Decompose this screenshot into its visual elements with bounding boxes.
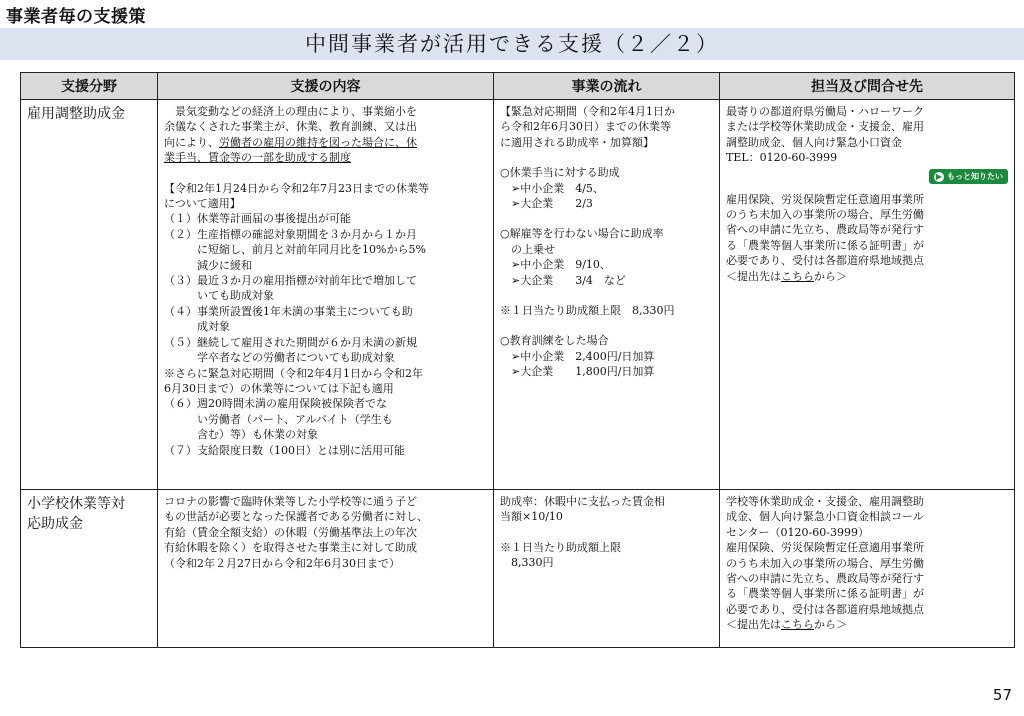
text-line: 雇用保険、労災保険暫定任意適用事業所 bbox=[726, 192, 924, 206]
text-line: （令和2年２月27日から令和2年6月30日まで） bbox=[164, 556, 400, 570]
row1-flow bbox=[494, 100, 720, 490]
phone-number: センター（0120-60-3999） bbox=[726, 525, 869, 539]
underlined-text: 業手当、賃金等の一部を助成する制度 bbox=[164, 151, 351, 165]
row2-content bbox=[158, 490, 494, 648]
text-fragment: 向により、 bbox=[164, 135, 219, 149]
list-item: いても助成対象 bbox=[164, 289, 274, 303]
list-item: 減少に緩和 bbox=[164, 258, 252, 272]
list-item: 学卒者などの労働者についても助成対象 bbox=[164, 351, 395, 365]
text-line: 調整助成金、個人向け緊急小口資金 bbox=[726, 135, 902, 149]
row2-field bbox=[21, 490, 158, 648]
text-fragment: から＞ bbox=[814, 269, 847, 283]
text-line: る「農業等個人事業所に係る証明書」が bbox=[726, 587, 924, 601]
list-item: （２）生産指標の確認対象期間を３か月から１か月 bbox=[164, 227, 417, 241]
text-line: ○教育訓練をした場合 bbox=[500, 334, 609, 348]
text-line: 当額×10/10 bbox=[500, 510, 563, 524]
phone-number: TEL：0120-60-3999 bbox=[726, 151, 838, 165]
list-item: （７）支給限度日数（100日）とは別に活用可能 bbox=[164, 443, 405, 457]
text-line: のうち未加入の事業所の場合、厚生労働 bbox=[726, 556, 924, 570]
text-line: ➢大企業 2/3 bbox=[500, 197, 593, 211]
row2-contact bbox=[720, 490, 1015, 648]
text-line: 必要であり、受付は各都道府県地域拠点 bbox=[726, 602, 924, 616]
spacer bbox=[500, 211, 713, 226]
list-item: い労働者（パート、アルバイト（学生も bbox=[164, 412, 393, 426]
text-line: 助成率：休暇中に支払った賃金相 bbox=[500, 495, 665, 508]
text-line: について適用】 bbox=[164, 197, 241, 211]
text-line: 8,330円 bbox=[500, 556, 554, 570]
header-flow: 事業の流れ bbox=[494, 73, 720, 100]
spacer bbox=[500, 150, 713, 165]
text-line: ➢中小企業 2,400円/日加算 bbox=[500, 349, 655, 363]
text-line: 有給休暇を除く）を取得させた事業主に対して助成 bbox=[164, 541, 417, 555]
text-line: 省への申請に先立ち、農政局等が発行す bbox=[726, 572, 924, 586]
list-item: （１）休業等計画届の事後提出が可能 bbox=[164, 212, 351, 226]
text-line: 【令和2年1月24日から令和2年7月23日までの休業等 bbox=[164, 181, 429, 195]
text-line: 最寄りの都道府県労働局・ハローワーク bbox=[726, 105, 924, 118]
list-item: （６）週20時間未満の雇用保険被保険者でな bbox=[164, 397, 387, 411]
text-line: ※さらに緊急対応期間（令和2年4月1日から令和2年 bbox=[164, 366, 423, 380]
text-line: 有給（賃金全額支給）の休暇（労働基準法上の年次 bbox=[164, 525, 417, 539]
text-line: ら令和2年6月30日）までの休業等 bbox=[500, 120, 671, 134]
spacer bbox=[500, 288, 713, 303]
list-item: （３）最近３か月の雇用指標が対前年比で増加して bbox=[164, 274, 417, 288]
header-field: 支援分野 bbox=[21, 73, 158, 100]
row1-content bbox=[158, 100, 494, 490]
text-line: 景気変動などの経済上の理由により、事業縮小を bbox=[164, 105, 417, 118]
text-line bbox=[726, 617, 1008, 632]
text-line: 成金、個人向け緊急小口資金相談コール bbox=[726, 510, 924, 524]
text-line: ➢中小企業 9/10、 bbox=[500, 258, 611, 272]
submission-link[interactable]: こちら bbox=[781, 269, 814, 283]
text-line: 小学校休業等対 bbox=[27, 496, 125, 512]
spacer bbox=[164, 166, 487, 181]
support-table bbox=[20, 72, 1015, 648]
list-item: 成対象 bbox=[164, 320, 230, 334]
table-row bbox=[21, 490, 1015, 648]
list-item: 含む）等）も休業の対象 bbox=[164, 428, 318, 442]
header-contact: 担当及び問合せ先 bbox=[720, 73, 1015, 100]
row1-contact bbox=[720, 100, 1015, 490]
underlined-text: 労働者の雇用の維持を図った場合に、休 bbox=[219, 135, 417, 149]
row2-flow bbox=[494, 490, 720, 648]
list-item: に短縮し、前月と対前年同月比を10%から5% bbox=[164, 243, 426, 257]
spacer bbox=[500, 525, 713, 540]
text-line: ○休業手当に対する助成 bbox=[500, 166, 620, 180]
text-line: る「農業等個人事業所に係る証明書」が bbox=[726, 238, 924, 252]
list-item: （４）事業所設置後1年未満の事業主についても助 bbox=[164, 304, 413, 318]
text-line bbox=[726, 269, 1008, 284]
text-line: 必要であり、受付は各都道府県地域拠点 bbox=[726, 254, 924, 268]
learn-more-label: もっと知りたい bbox=[947, 172, 1003, 182]
arrow-right-icon: ▶ bbox=[935, 171, 943, 181]
text-line: に適用される助成率・加算額】 bbox=[500, 135, 654, 149]
text-line: 雇用保険、労災保険暫定任意適用事業所 bbox=[726, 541, 924, 555]
submission-link[interactable]: こちら bbox=[781, 618, 814, 632]
section-title: 事業者毎の支援策 bbox=[6, 7, 146, 27]
text-line: ○解雇等を行わない場合に助成率 bbox=[500, 227, 664, 241]
text-line: のうち未加入の事業所の場合、厚生労働 bbox=[726, 208, 924, 222]
text-line: 学校等休業助成金・支援金、雇用調整助 bbox=[726, 495, 924, 508]
text-line: 余儀なくされた事業主が、休業、教育訓練、又は出 bbox=[164, 120, 417, 134]
text-line: ➢中小企業 4/5、 bbox=[500, 181, 604, 195]
page-number: 57 bbox=[992, 686, 1012, 704]
more-row bbox=[726, 168, 1008, 188]
header-content: 支援の内容 bbox=[158, 73, 494, 100]
table-header-row bbox=[21, 73, 1015, 100]
text-line bbox=[164, 135, 487, 150]
text-line: の上乗せ bbox=[500, 242, 555, 256]
text-fragment: ＜提出先は bbox=[726, 618, 781, 632]
text-line: ※１日当たり助成額上限 bbox=[500, 540, 621, 554]
text-line: コロナの影響で臨時休業等した小学校等に通う子ど bbox=[164, 495, 417, 508]
list-item: （５）継続して雇用された期間が６か月未満の新規 bbox=[164, 335, 417, 349]
text-line: もの世話が必要となった保護者である労働者に対し、 bbox=[164, 510, 428, 524]
text-line: 6月30日まで）の休業等については下記も適用 bbox=[164, 381, 394, 395]
text-fragment: ＜提出先は bbox=[726, 269, 781, 283]
text-line: ➢大企業 3/4 など bbox=[500, 273, 626, 287]
text-line: ➢大企業 1,800円/日加算 bbox=[500, 365, 655, 379]
spacer bbox=[500, 318, 713, 333]
page-title: 中間事業者が活用できる支援（２／２） bbox=[305, 32, 719, 56]
text-line: 【緊急対応期間（令和2年4月1日か bbox=[500, 105, 675, 118]
learn-more-button[interactable] bbox=[929, 169, 1008, 184]
table-row bbox=[21, 100, 1015, 490]
text-line: 応助成金 bbox=[27, 516, 83, 532]
text-fragment: から＞ bbox=[814, 618, 847, 632]
text-line: または学校等休業助成金・支援金、雇用 bbox=[726, 120, 924, 134]
row1-field: 雇用調整助成金 bbox=[21, 100, 158, 490]
text-line: 省への申請に先立ち、農政局等が発行す bbox=[726, 223, 924, 237]
text-line: ※１日当たり助成額上限 8,330円 bbox=[500, 304, 675, 318]
